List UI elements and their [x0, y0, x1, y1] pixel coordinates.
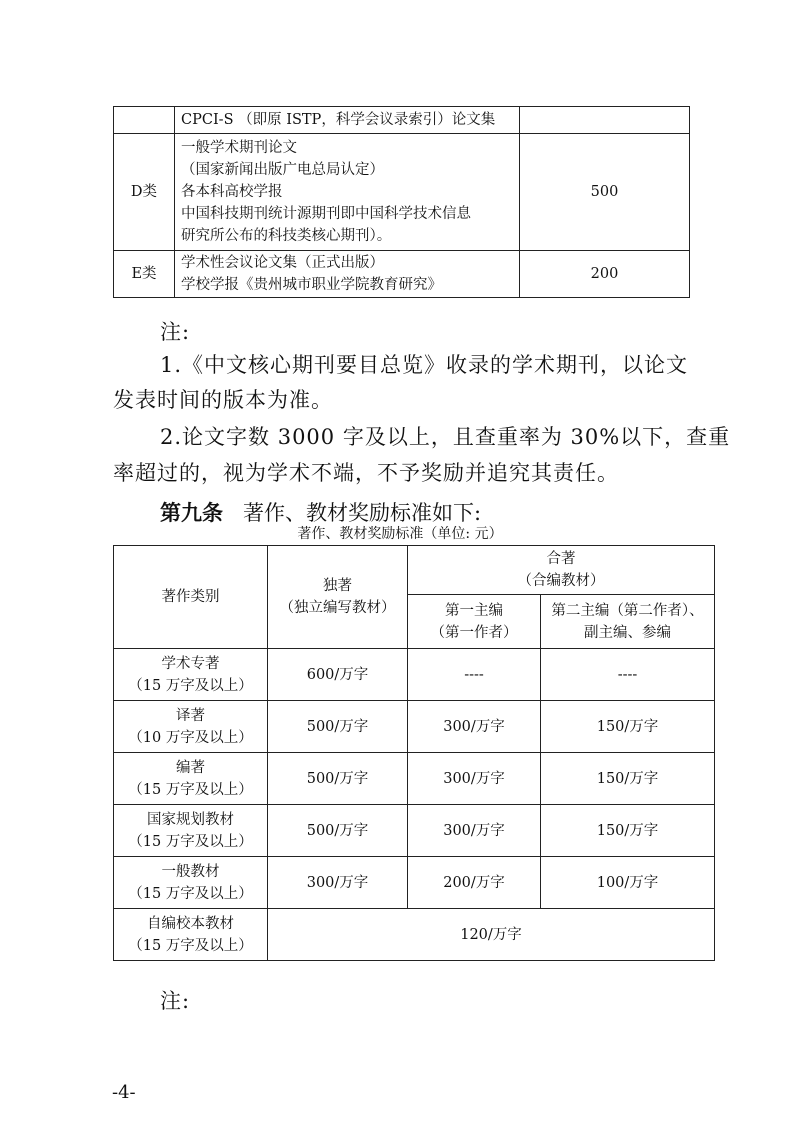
header-second-line2: 副主编、参编	[584, 624, 671, 641]
note-item-2-line-1: 2.论文字数 3000 字及以上，且查重率为 30%以下，查重	[160, 425, 731, 449]
article-label: 第九条	[160, 501, 223, 525]
book-type-note: （10 万字及以上）	[128, 729, 253, 746]
header-solo-line1: 独著	[323, 578, 352, 594]
solo-rate: 500/万字	[268, 805, 408, 857]
table-row	[114, 107, 690, 134]
description-line: （国家新闻出版广电总局认定）	[181, 162, 384, 178]
school-textbook-rate: 120/万字	[268, 909, 715, 961]
table-caption: 著作、教材奖励标准（单位: 元）	[297, 526, 503, 542]
description-line: 研究所公布的科技类核心期刊）。	[181, 228, 392, 244]
book-type-note: （15 万字及以上）	[128, 677, 253, 694]
page-number: -4-	[112, 1082, 136, 1103]
book-type-note: （15 万字及以上）	[128, 885, 253, 902]
header-joint-line2: （合编教材）	[517, 573, 605, 589]
table-row	[114, 753, 715, 805]
book-type-cell	[114, 701, 268, 753]
description-line: 中国科技期刊统计源期刊即中国科学技术信息	[181, 206, 471, 222]
header-solo-line2: （独立编写教材）	[279, 600, 396, 616]
table-row	[114, 857, 715, 909]
solo-rate: 500/万字	[268, 753, 408, 805]
category-cell	[114, 107, 175, 134]
header-solo	[268, 546, 408, 649]
table-row	[114, 701, 715, 753]
note-item-1-line-2: 发表时间的版本为准。	[113, 388, 333, 412]
book-type-name: 学术专著	[161, 655, 220, 672]
book-type-cell	[114, 857, 268, 909]
second-editor-rate: 150/万字	[541, 805, 715, 857]
second-editor-rate: ----	[541, 649, 715, 701]
table-row	[114, 909, 715, 961]
first-editor-rate: 300/万字	[408, 753, 541, 805]
notes-heading: 注:	[160, 320, 191, 344]
description-line: 一般学术期刊论文	[181, 140, 297, 156]
description-line: 学校学报《贵州城市职业学院教育研究》	[181, 277, 442, 293]
book-type-cell	[114, 649, 268, 701]
notes-heading-2: 注:	[160, 989, 191, 1013]
description-cell	[175, 134, 520, 251]
journal-category-table	[113, 106, 690, 298]
article-text: 著作、教材奖励标准如下:	[243, 501, 482, 525]
header-category: 著作类别	[114, 546, 268, 649]
description-line: CPCI-S （即原 ISTP，科学会议录索引）论文集	[181, 112, 496, 128]
book-type-note: （15 万字及以上）	[128, 833, 253, 850]
first-editor-rate: 200/万字	[408, 857, 541, 909]
first-editor-rate: 300/万字	[408, 805, 541, 857]
table-row	[114, 649, 715, 701]
table-row	[114, 134, 690, 251]
second-editor-rate: 150/万字	[541, 701, 715, 753]
solo-rate: 500/万字	[268, 701, 408, 753]
book-type-name: 国家规划教材	[147, 811, 234, 828]
amount-cell: 200	[520, 251, 690, 298]
header-first-line1: 第一主编	[445, 602, 503, 619]
solo-rate: 600/万字	[268, 649, 408, 701]
description-cell	[175, 107, 520, 134]
book-reward-table	[113, 545, 715, 961]
second-editor-rate: 100/万字	[541, 857, 715, 909]
first-editor-rate: 300/万字	[408, 701, 541, 753]
book-type-note: （15 万字及以上）	[128, 937, 253, 954]
table-row	[114, 805, 715, 857]
amount-cell: 500	[520, 134, 690, 251]
book-type-cell	[114, 805, 268, 857]
note-item-2-line-2: 率超过的，视为学术不端，不予奖励并追究其责任。	[113, 461, 619, 485]
header-second-editor	[541, 595, 715, 649]
header-row	[114, 546, 715, 595]
category-cell: E类	[114, 251, 175, 298]
book-type-cell	[114, 909, 268, 961]
second-editor-rate: 150/万字	[541, 753, 715, 805]
header-first-line2: （第一作者）	[430, 624, 518, 641]
book-type-name: 编著	[176, 759, 205, 776]
note-item-1-line-1: 1.《中文核心期刊要目总览》收录的学术期刊，以论文	[160, 353, 689, 377]
amount-cell	[520, 107, 690, 134]
book-type-note: （15 万字及以上）	[128, 781, 253, 798]
category-cell: D类	[114, 134, 175, 251]
description-line: 学术性会议论文集（正式出版）	[181, 255, 384, 271]
header-joint-line1: 合著	[546, 551, 576, 567]
solo-rate: 300/万字	[268, 857, 408, 909]
book-type-name: 自编校本教材	[147, 915, 234, 932]
book-type-name: 一般教材	[161, 863, 220, 880]
header-second-line1: 第二主编（第二作者）、	[551, 602, 704, 619]
description-cell	[175, 251, 520, 298]
header-first-editor	[408, 595, 541, 649]
header-joint	[408, 546, 715, 595]
book-type-name: 译著	[176, 707, 205, 724]
description-line: 各本科高校学报	[181, 184, 283, 200]
table-row	[114, 251, 690, 298]
first-editor-rate: ----	[408, 649, 541, 701]
book-type-cell	[114, 753, 268, 805]
